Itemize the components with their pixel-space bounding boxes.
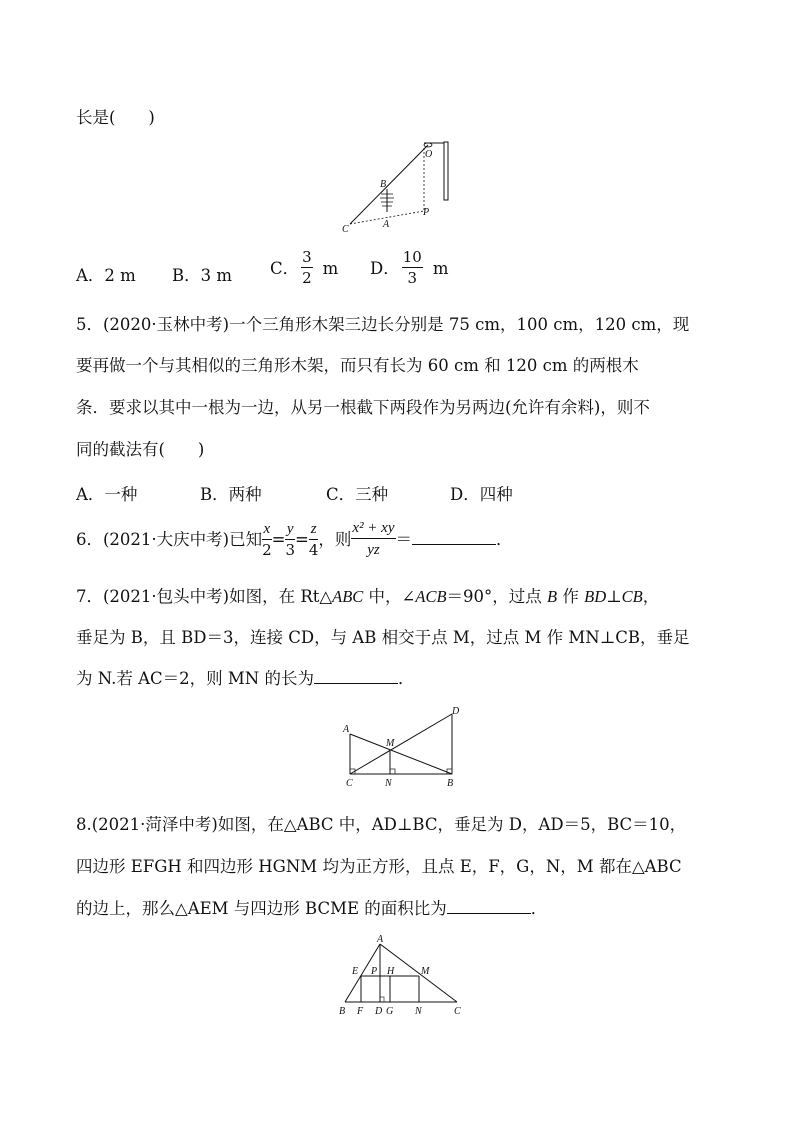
q5-option-c: C．三种: [326, 485, 389, 504]
q8-label-N: N: [415, 1006, 422, 1017]
q8-label-E: E: [352, 966, 359, 977]
q5-line-3: 条．要求以其中一根为一边，从另一根截下两段作为另两边(允许有余料)，则不: [76, 398, 650, 417]
q8-line-3: 的边上，那么△AEM 与四边形 BCME 的面积比为 ．: [76, 899, 548, 918]
q8-line-1: 8.(2021·菏泽中考)如图，在△ABC 中，AD⊥BC，垂足为 D，AD＝5，BC＝10，: [76, 815, 687, 834]
q8-label-P: P: [371, 966, 378, 977]
q7-figure: [340, 702, 465, 794]
q4-option-d: D． $\frac{10}{3}$ m: [370, 248, 449, 287]
q8-label-M: M: [421, 966, 430, 977]
q4-label-A: A: [383, 219, 390, 230]
q8-label-C: C: [454, 1006, 461, 1017]
q4-option-b: B．3 m: [172, 266, 233, 285]
q4-option-c: C． $\frac{3}{2}$ m: [270, 248, 339, 287]
q5-line-4: 同的截法有( ): [76, 440, 205, 459]
q7-line-3: 为 N.若 AC＝2，则 MN 的长为 ．: [76, 669, 415, 688]
q5-option-d: D．四种: [450, 485, 513, 504]
q8-label-H: H: [387, 966, 395, 977]
q7-answer-blank: [314, 669, 398, 684]
q6-answer-blank: [412, 530, 496, 545]
q4-stem-tail: 长是( ): [76, 108, 155, 127]
q7-label-A: A: [343, 724, 350, 735]
q7-label-N: N: [385, 778, 392, 789]
q8-figure: [335, 932, 470, 1018]
q7-label-B: B: [447, 778, 454, 789]
q4-label-O: O: [425, 149, 433, 160]
q8-answer-blank: [447, 899, 531, 914]
q8-label-F: F: [357, 1006, 364, 1017]
q4-option-a: A．2 m: [76, 266, 136, 285]
q5-line-2: 要再做一个与其相似的三角形木架，而只有长为 60 cm 和 120 cm 的两根木: [76, 356, 639, 375]
q5-option-b: B．两种: [200, 485, 262, 504]
q5-option-a: A．一种: [76, 485, 138, 504]
q8-line-2: 四边形 EFGH 和四边形 HGNM 均为正方形，且点 E，F，G，N，M 都在△ABC: [76, 857, 682, 876]
q8-label-A: A: [377, 934, 384, 945]
q8-label-B: B: [339, 1006, 346, 1017]
q8-label-D: D: [375, 1006, 383, 1017]
q4-label-P: P: [423, 207, 430, 218]
q4-label-C: C: [342, 224, 349, 235]
q7-line-1: 7．(2021·包头中考)如图，在 Rt△ABC 中，∠ACB＝90°，过点 B 作 BD⊥CB，: [76, 587, 660, 606]
q4-label-B: B: [380, 179, 387, 190]
q7-label-M: M: [386, 738, 395, 749]
q7-label-D: D: [452, 706, 460, 717]
q8-label-G: G: [386, 1006, 394, 1017]
q7-line-2: 垂足为 B，且 BD＝3，连接 CD，与 AB 相交于点 M，过点 M 作 MN⊥CB，垂足: [76, 628, 690, 647]
q6-stem: 6．(2021·大庆中考)已知 $\frac{x}{2}$ = $\frac{y}{3}$ = $\frac{z}{4}$ ，则 $\frac{\text{x² + xy}}{yz}$ ＝ ．: [76, 518, 513, 562]
q5-line-1: 5．(2020·玉林中考)一个三角形木架三边长分别是 75 cm，100 cm，120 cm，现: [76, 315, 690, 334]
q7-label-C: C: [346, 778, 353, 789]
q4-figure: [340, 136, 460, 238]
